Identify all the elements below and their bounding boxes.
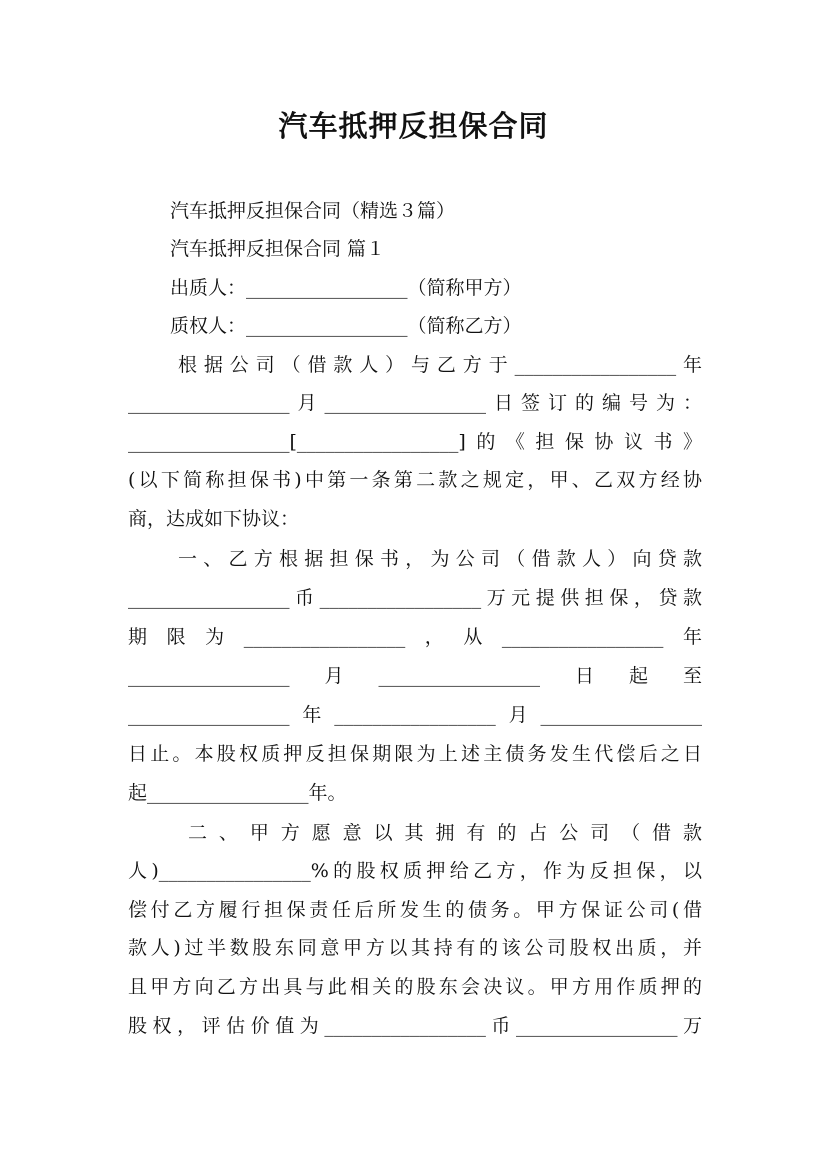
paragraph-line: _________________月_________________日签订的编号为： <box>128 392 702 414</box>
paragraph-line: _________________[_________________]的《担保协议书》 <box>128 431 702 453</box>
paragraph-line: 日止。本股权质押反担保期限为上述主债务发生代偿后之日 <box>128 743 702 765</box>
paragraph-line: 且甲方向乙方出具与此相关的股东会决议。甲方用作质押的 <box>128 976 702 998</box>
paragraph-line: 根据公司（借款人）与乙方于_________________年 <box>178 354 702 376</box>
paragraph-line: _________________年_________________月_________________ <box>128 704 702 726</box>
paragraph-line: 汽车抵押反担保合同（精选３篇） <box>170 200 456 222</box>
paragraph-line: 偿付乙方履行担保责任后所发生的债务。甲方保证公司(借 <box>128 899 702 921</box>
paragraph-line: 人)________________%的股权质押给乙方，作为反担保，以 <box>128 860 702 882</box>
paragraph-line: 质权人：_________________（简称乙方） <box>170 315 522 337</box>
paragraph-line: (以下简称担保书)中第一条第二款之规定，甲、乙双方经协 <box>128 469 702 491</box>
paragraph-line: 商，达成如下协议： <box>128 508 300 530</box>
paragraph-line: 出质人：_________________（简称甲方） <box>170 277 522 299</box>
paragraph-line: 款人)过半数股东同意甲方以其持有的该公司股权出质，并 <box>128 937 702 959</box>
paragraph-line: 汽车抵押反担保合同 篇１ <box>170 238 386 260</box>
paragraph-line: 一、乙方根据担保书，为公司（借款人）向贷款 <box>178 548 702 570</box>
paragraph-line: 二、甲方愿意以其拥有的占公司（借款 <box>188 822 702 844</box>
paragraph-line: 期限为_________________，从_________________年 <box>128 626 702 648</box>
paragraph-line: 起_________________年。 <box>128 782 347 804</box>
paragraph-line: _________________月_________________日起至 <box>128 665 702 687</box>
paragraph-line: _________________币_________________万元提供担保，贷款 <box>128 587 702 609</box>
document-title: 汽车抵押反担保合同 <box>278 109 549 143</box>
paragraph-line: 股权，评估价值为_________________币_________________万 <box>128 1015 702 1037</box>
